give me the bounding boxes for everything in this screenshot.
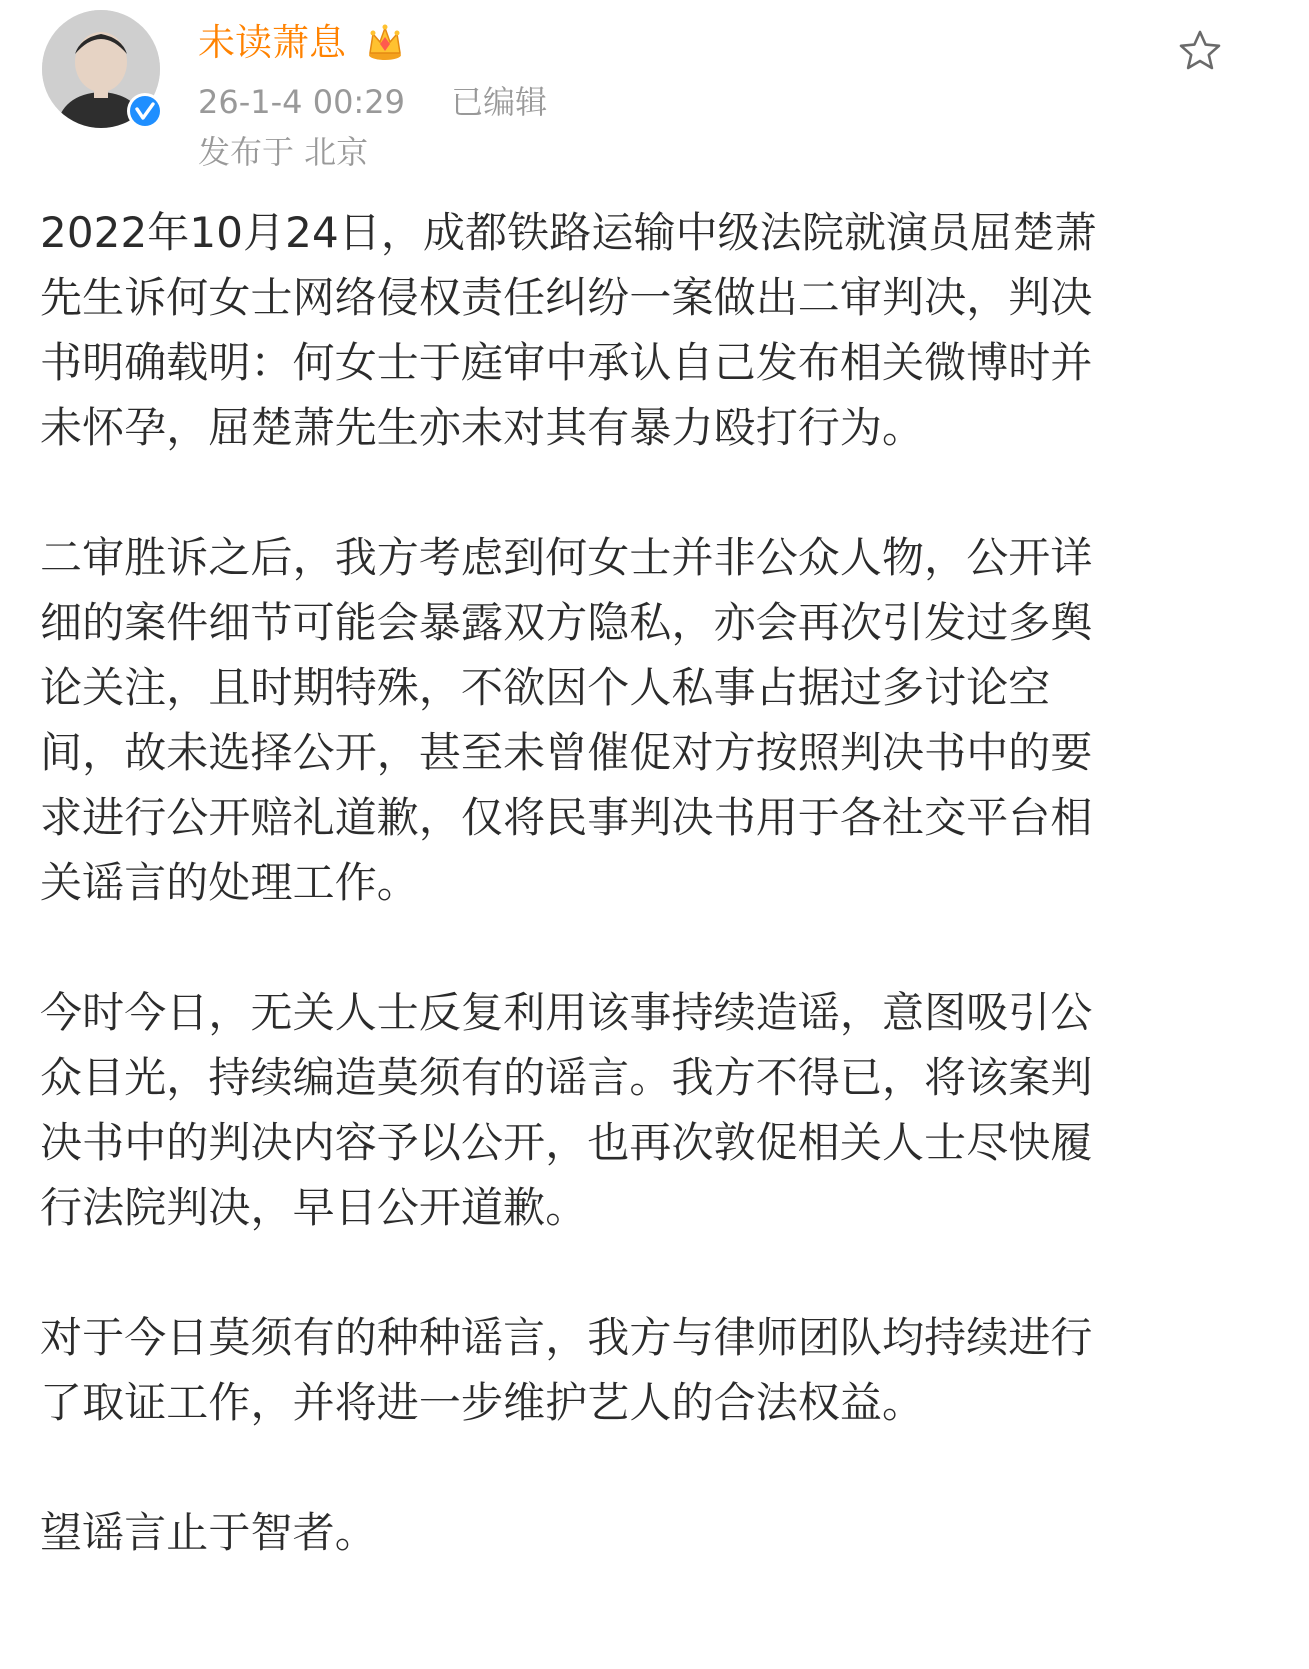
post-location: 发布于 北京 (198, 133, 369, 171)
post-paragraph: 二审胜诉之后，我方考虑到何女士并非公众人物，公开详 细的案件细节可能会暴露双方隐私，亦会再次引发过多舆 论关注，且时期特殊，不欲因个人私事占据过多讨论空 间，故未选择公开，甚至未曾催促对方按照判决书中的要 求进行公开赔礼道歉，仅将民事判决书用于各社交平台相 关谣言的处理工作。 (40, 533, 1093, 907)
post-paragraph: 今时今日，无关人士反复利用该事持续造谣，意图吸引公 众目光，持续编造莫须有的谣言。我方不得已，将该案判 决书中的判决内容予以公开，也再次敦促相关人士尽快履 行法院判决，早日公开道歉。 (40, 988, 1093, 1232)
post-meta (198, 80, 547, 124)
verified-badge-icon (126, 92, 164, 130)
star-outline-icon (1177, 28, 1223, 74)
post-paragraph: 望谣言止于智者。 (40, 1508, 377, 1557)
post-header (0, 0, 1309, 190)
post-body (40, 200, 1190, 1630)
avatar[interactable] (42, 10, 160, 128)
edited-label[interactable]: 已编辑 (451, 83, 548, 121)
favorite-button[interactable] (1177, 28, 1223, 74)
post-timestamp: 26-1-4 00:29 (198, 83, 405, 121)
username[interactable]: 未读萧息 (198, 21, 346, 64)
post-paragraph: 2022年10月24日，成都铁路运输中级法院就演员屈楚萧 先生诉何女士网络侵权责任纠纷一案做出二审判决，判决 书明确载明：何女士于庭审中承认自己发布相关微博时并 未怀孕，屈楚萧先生亦未对其有暴力殴打行为。 (40, 208, 1097, 452)
username-row (198, 18, 406, 68)
post-paragraph: 对于今日莫须有的种种谣言，我方与律师团队均持续进行 了取证工作，并将进一步维护艺人的合法权益。 (40, 1313, 1093, 1427)
crown-badge-icon (364, 22, 406, 62)
